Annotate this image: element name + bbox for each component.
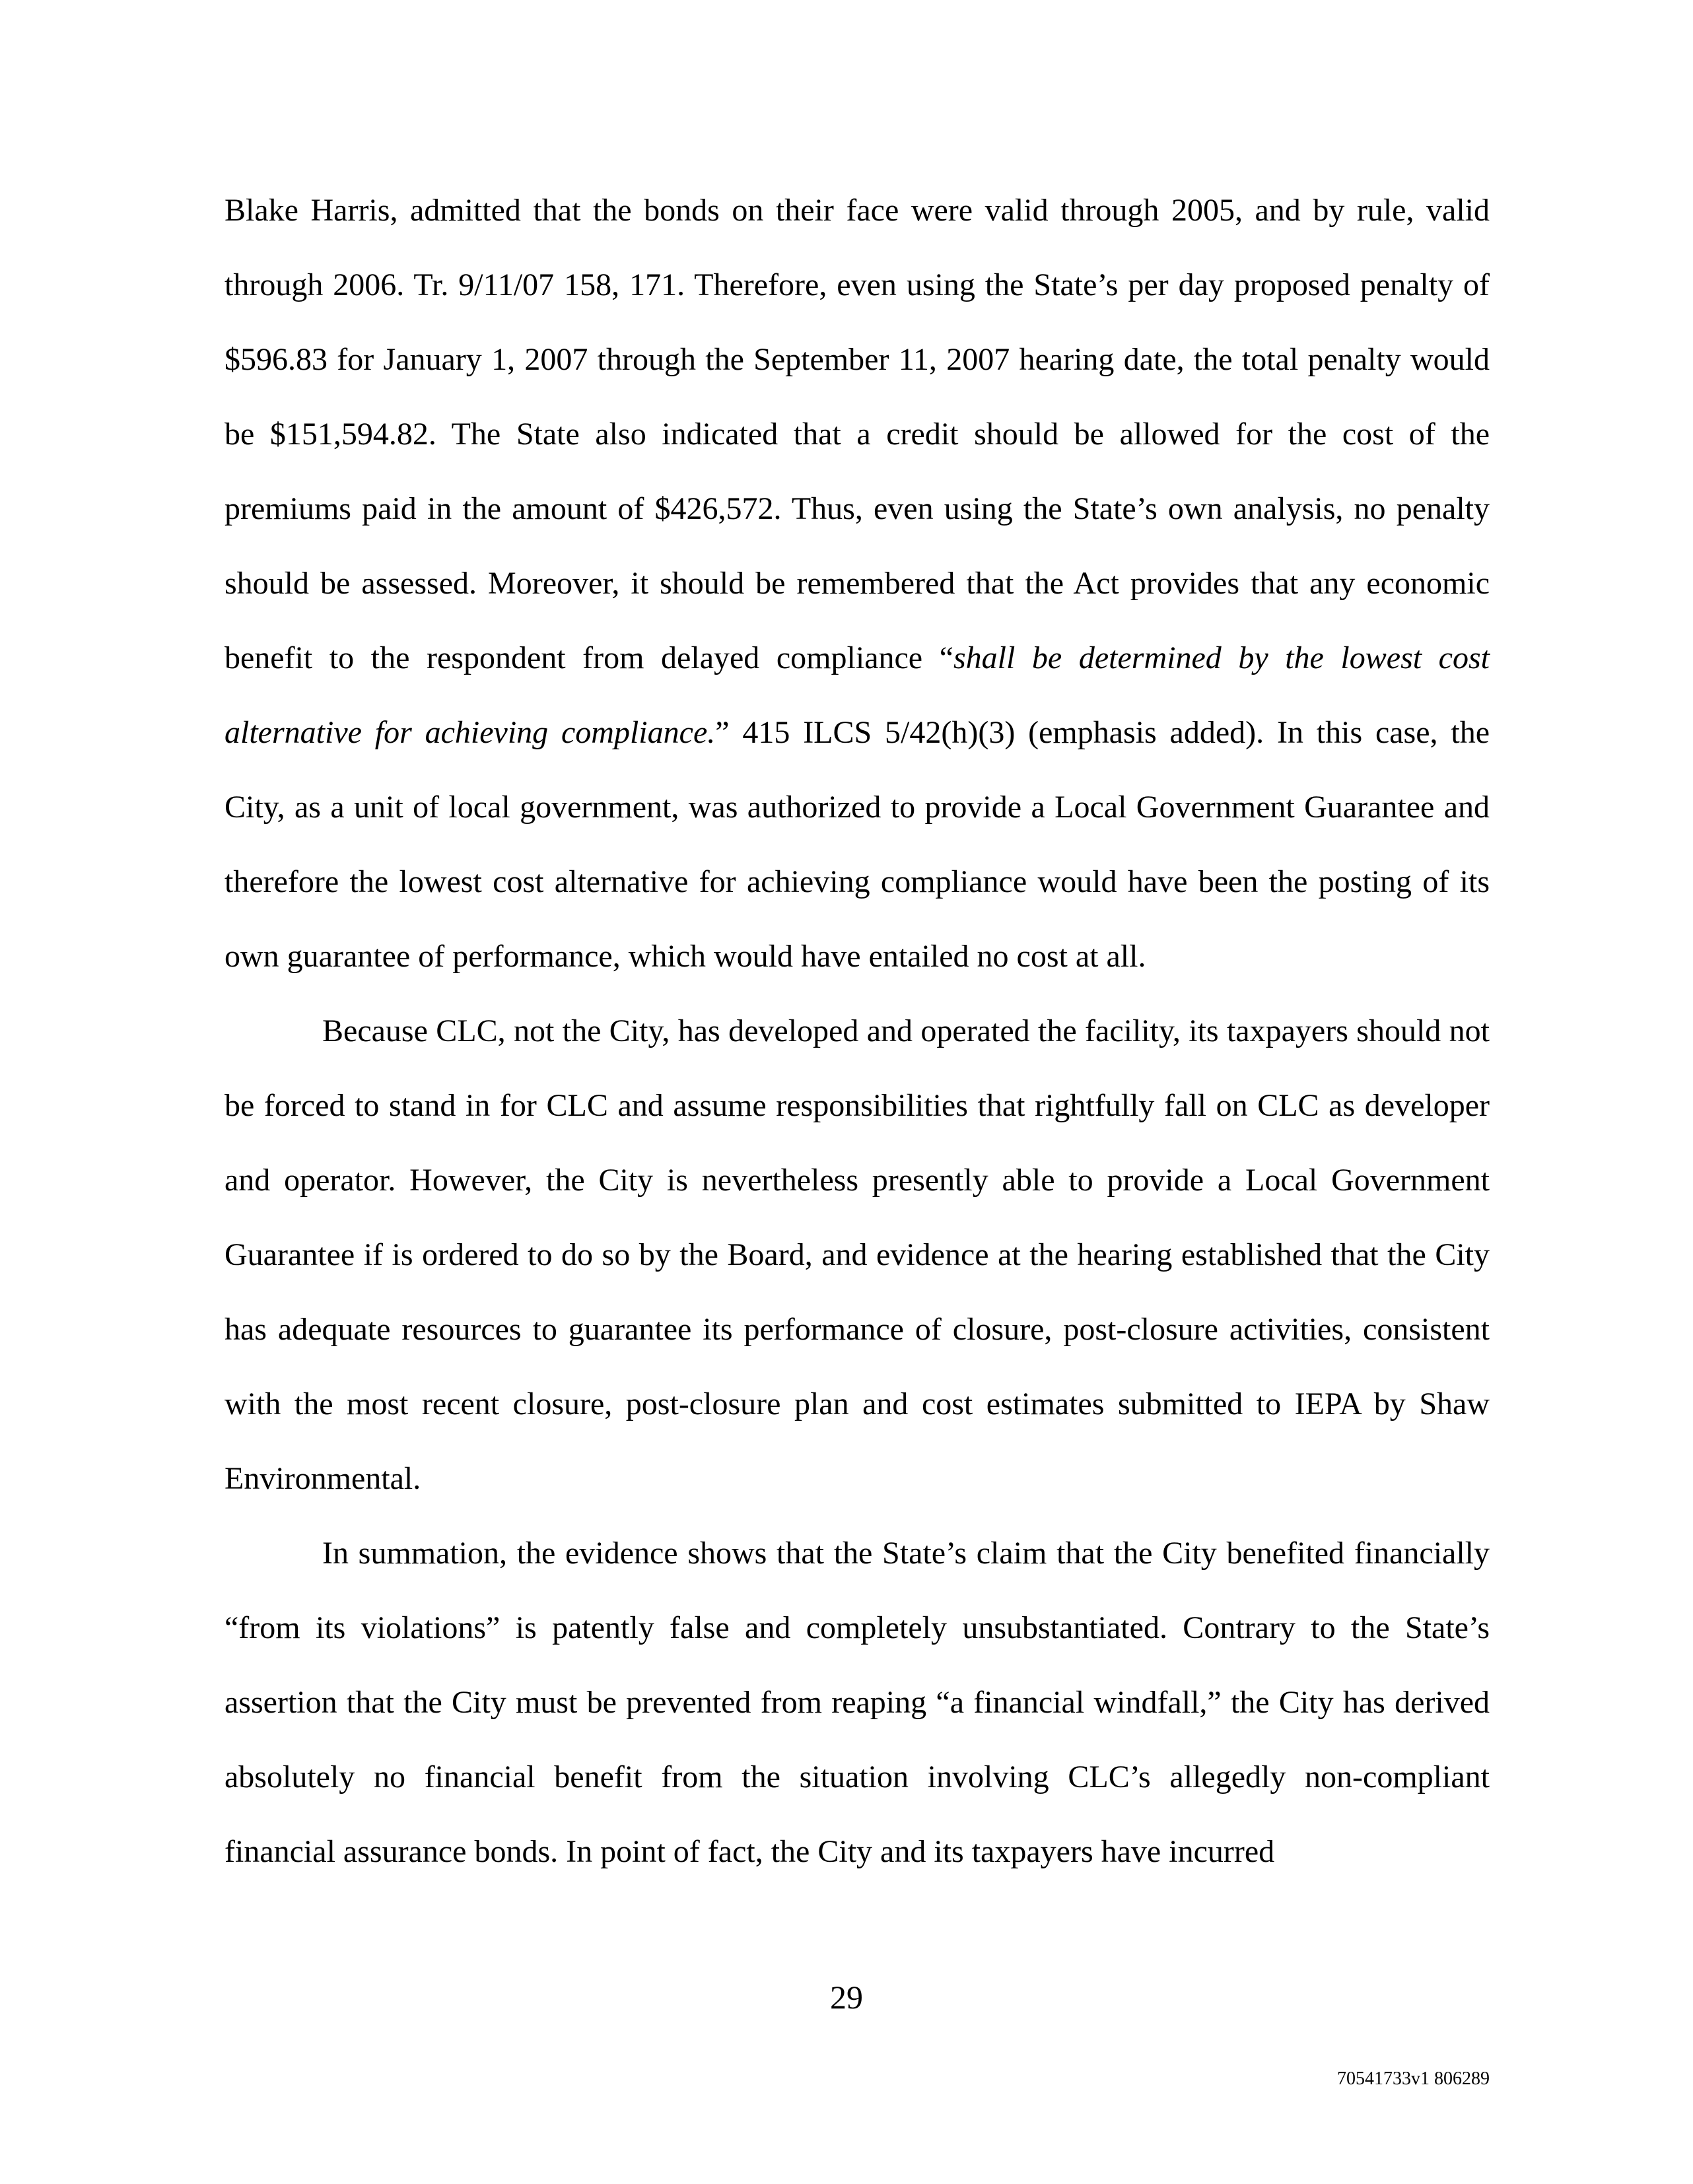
page-number: 29 (830, 1979, 863, 2016)
paragraph-2: Because CLC, not the City, has developed and operated the facility, its taxpayers should not be forced to stand in for CLC and assume responsibilities that rightfully fall on CLC as developer and operator. However, the City is nevertheless presently able to provide a Local Government Guarantee if is ordered to do so by the Board, and evidence at the hearing established that the City has adequate resources to guarantee its performance of closure, post-closure activities, consistent with the most recent closure, post-closure plan and cost estimates submitted to IEPA by Shaw Environmental. (225, 1013, 1490, 1496)
paragraph-1-text-b: ” 415 ILCS 5/42(h)(3) (emphasis added). In this case, the City, as a unit of local government, was authorized to provide a Local Government Guarantee and therefore the lowest cost alternative for achieving compliance would have been the posting of its own guarantee of performance, which would have entailed no cost at all. (225, 715, 1490, 974)
paragraph-1 (225, 173, 1490, 994)
emphasized-quote: shall be determined by the lowest cost alternative for achieving compliance. (225, 640, 1490, 750)
document-id: 70541733v1 806289 (1337, 2068, 1490, 2089)
body-text (225, 173, 1490, 1889)
paragraph-1-text-a: Blake Harris, admitted that the bonds on their face were valid through 2005, and by rule, valid through 2006. Tr. 9/11/07 158, 171. Therefore, even using the State’s per day proposed penalty of $596.83 for January 1, 2007 through the September 11, 2007 hearing date, the total penalty would be $151,594.82. The State also indicated that a credit should be allowed for the cost of the premiums paid in the amount of $426,572. Thus, even using the State’s own analysis, no penalty should be assessed. Moreover, it should be remembered that the Act provides that any economic benefit to the respondent from delayed compliance “ (225, 193, 1490, 675)
paragraph-3: In summation, the evidence shows that the State’s claim that the City benefited financially “from its violations” is patently false and completely unsubstantiated. Contrary to the State’s assertion that the City must be prevented from reaping “a financial windfall,” the City has derived absolutely no financial benefit from the situation involving CLC’s allegedly non-compliant financial assurance bonds. In point of fact, the City and its taxpayers have incurred (225, 1536, 1490, 1869)
